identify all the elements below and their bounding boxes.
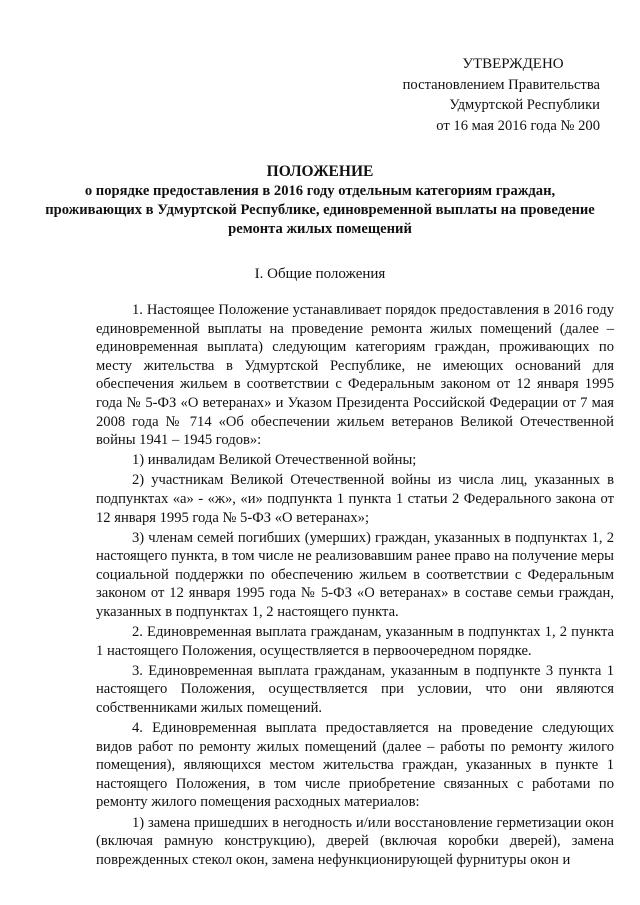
approval-stamp [330,54,600,136]
paragraph-1-item-3: 3) членам семей погибших (умерших) граждан, указанных в подпунктах 1, 2 настоящего пункта, в том числе не реализовавшим ранее право на получение меры социальной поддержки по обеспечению жильем в соответствии с Федеральным законом от 12 января 1995 года № 5-ФЗ «О ветеранах» в составе семьи граждан, указанных в подпунктах 1, 2 настоящего пункта. [96,529,614,620]
paragraph-1-item-2: 2) участникам Великой Отечественной войны из числа лиц, указанных в подпунктах «а» - «ж», «и» подпункта 1 пункта 1 статьи 2 Федерального закона от 12 января 1995 года № 5-ФЗ «О ветеранах»; [96,472,614,526]
paragraph-3: 3. Единовременная выплата гражданам, указанным в подпункте 3 пункта 1 настоящего Положения, осуществляется при условии, что они являются собственниками жилых помещений. [96,662,614,716]
document-title-subtitle: о порядке предоставления в 2016 году отдельным категориям граждан, проживающих в Удмуртской Республике, единовременной выплаты на проведение ремонта жилых помещений [45,183,595,237]
document-body [96,301,614,871]
document-title-main: ПОЛОЖЕНИЕ [266,163,374,180]
paragraph-1: 1. Настоящее Положение устанавливает порядок предоставления в 2016 году единовременной выплаты на проведение ремонта жилых помещений (далее – единовременная выплата) следующим категориям граждан, проживающих по месту жительства в Удмуртской Республике, не имеющих оснований для обеспечения жильем в соответствии с Федеральным законом от 12 января 1995 года № 5-ФЗ «О ветеранах» и Указом Президента Российской Федерации от 7 мая 2008 года № 714 «Об обеспечении жильем ветеранов Великой Отечественной войны 1941 – 1945 годов»: [96,302,614,449]
approval-line-1: постановлением Правительства [402,76,600,93]
approval-heading: УТВЕРЖДЕНО [462,56,564,72]
paragraph-4-item-1: 1) замена пришедших в негодность и/или восстановление герметизации окон (включая рамную конструкцию), дверей (включая коробки дверей), замена поврежденных стекол окон, замена нефункционирующей фурнитуры окон и [96,814,614,868]
approval-line-3: от 16 мая 2016 года № 200 [436,117,600,134]
paragraph-2: 2. Единовременная выплата гражданам, указанным в подпунктах 1, 2 пункта 1 настоящего Положения, осуществляется в первоочередном порядке. [96,624,614,659]
paragraph-1-item-1: 1) инвалидам Великой Отечественной войны; [132,452,417,469]
section-heading: I. Общие положения [254,266,386,282]
approval-line-2: Удмуртской Республики [449,97,600,113]
document-title [40,162,600,239]
paragraph-4: 4. Единовременная выплата предоставляется на проведение следующих видов работ по ремонту жилых помещений (далее – работы по ремонту жилого помещения), являющихся местом жительства граждан, указанных в пункте 1 настоящего Положения, в том числе приобретение связанных с работами по ремонту жилого помещения расходных материалов: [96,720,614,811]
